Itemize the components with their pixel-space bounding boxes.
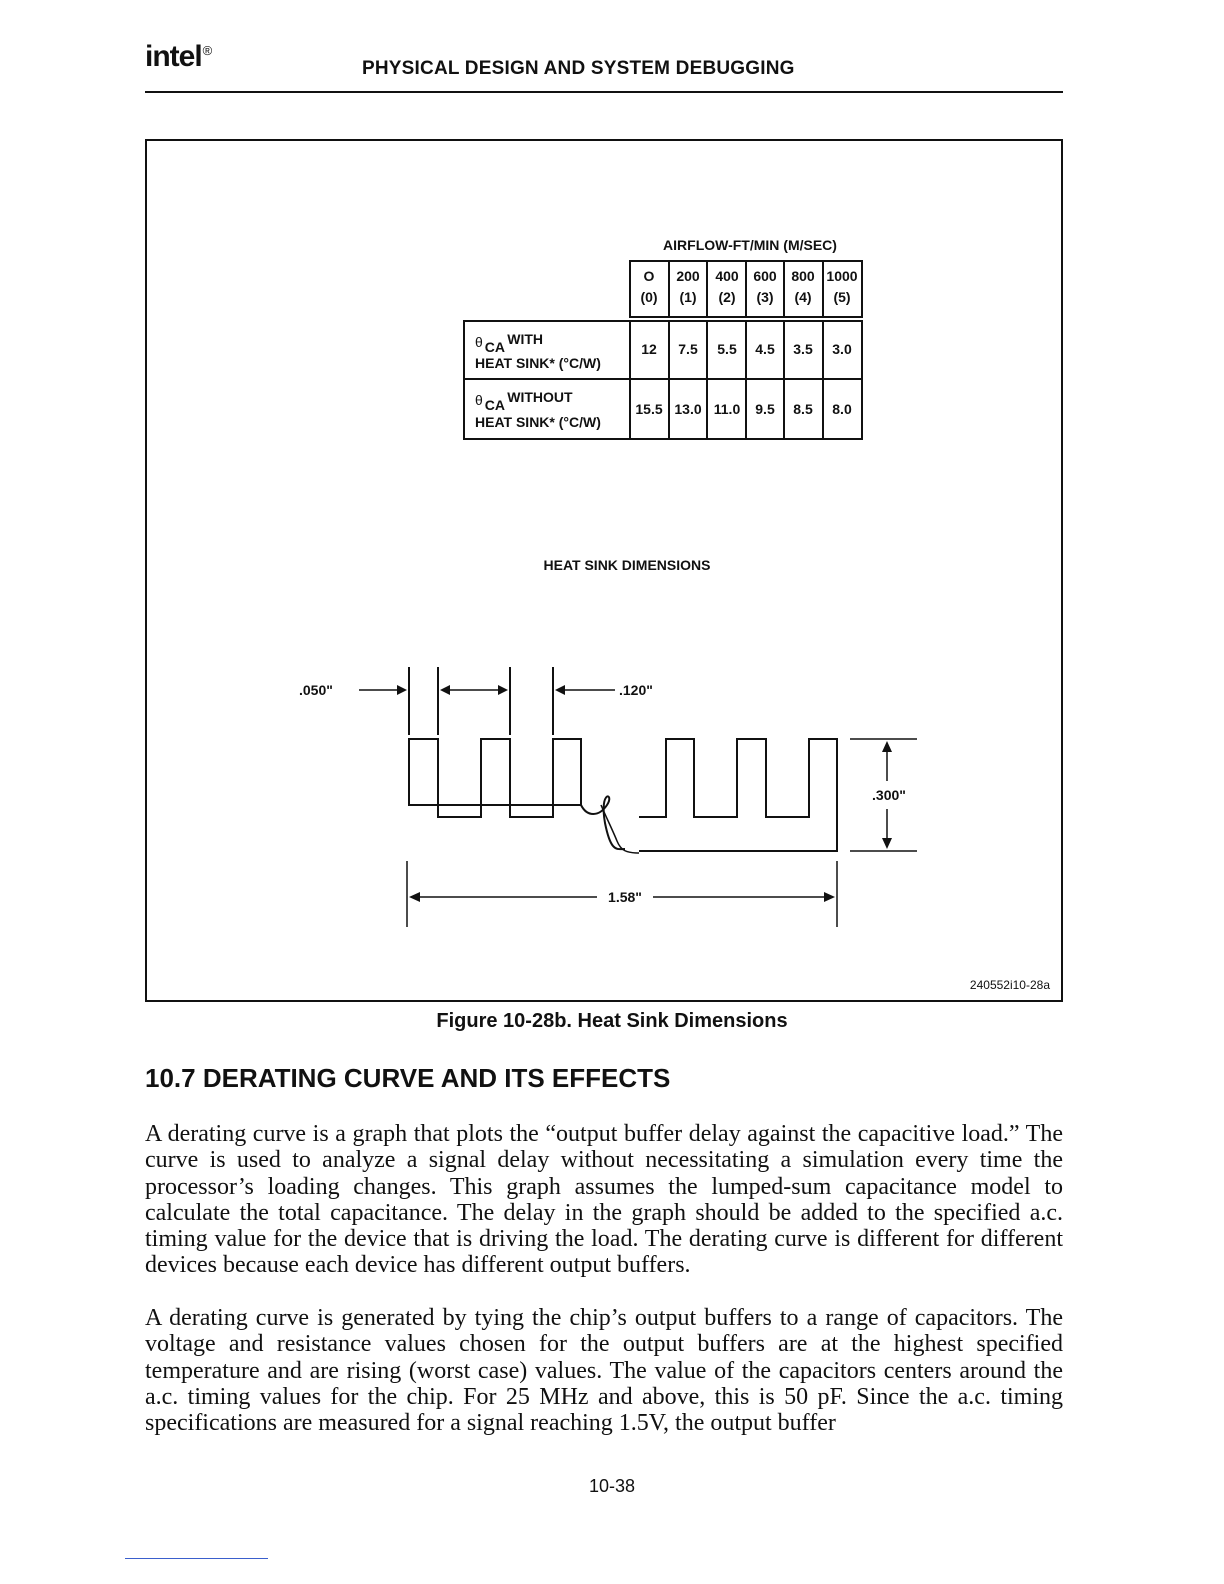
arrowhead-down-icon bbox=[882, 838, 892, 849]
body-paragraph: A derating curve is a graph that plots the “output buffer delay against the capacitive load.” The curve is used to analyze a signal delay without necessitating a simulation every time the processor’s loading changes. This graph assumes the lumped-sum capacitance model to calculate the total capacitance. The delay in the graph should be added to the specified a.c. timing value for the device that is driving the load. The derating curve is different for different devices because each device has different output buffers. bbox=[145, 1121, 1063, 1279]
section-title: 10.7 DERATING CURVE AND ITS EFFECTS bbox=[145, 1063, 671, 1093]
table-cell: 13.0 bbox=[674, 401, 702, 417]
table-cell: 11.0 bbox=[713, 401, 741, 417]
heat-sink-drawing bbox=[359, 667, 917, 927]
table-cell: 3.5 bbox=[793, 341, 813, 357]
col-msec: (0) bbox=[640, 289, 658, 305]
break-mark bbox=[581, 796, 625, 849]
row-label-without: θ CA WITHOUT bbox=[475, 389, 573, 413]
page-number: 10-38 bbox=[588, 1476, 636, 1496]
table-cell: 12 bbox=[641, 341, 657, 357]
dimension-arrowheads bbox=[397, 685, 892, 902]
col-msec: (1) bbox=[679, 289, 697, 305]
col-ftmin: 800 bbox=[791, 268, 815, 284]
arrowhead-up-icon bbox=[882, 741, 892, 752]
table-row-labels bbox=[475, 331, 601, 430]
heat-sink-dimensions-title: HEAT SINK DIMENSIONS bbox=[543, 557, 711, 573]
table-cell: 8.5 bbox=[793, 401, 813, 417]
table-cell: 5.5 bbox=[717, 341, 737, 357]
col-msec: (3) bbox=[756, 289, 774, 305]
dim-fin-thickness: .050" bbox=[299, 682, 333, 698]
col-ftmin: 1000 bbox=[826, 268, 858, 284]
col-msec: (4) bbox=[794, 289, 812, 305]
col-msec: (2) bbox=[718, 289, 736, 305]
table-cell: 7.5 bbox=[678, 341, 698, 357]
figure-caption: Figure 10-28b. Heat Sink Dimensions bbox=[436, 1010, 788, 1032]
arrowhead-right-icon bbox=[824, 892, 835, 902]
dimension-labels bbox=[299, 682, 906, 905]
airflow-table-title: AIRFLOW-FT/MIN (M/SEC) bbox=[663, 237, 837, 253]
col-ftmin: 600 bbox=[753, 268, 777, 284]
dim-width: 1.58" bbox=[608, 889, 642, 905]
table-cell: 15.5 bbox=[635, 401, 663, 417]
arrowhead-left-icon bbox=[440, 685, 450, 695]
body-paragraph: A derating curve is generated by tying the chip’s output buffers to a range of capacitors. The voltage and resistance values chosen for the output buffers are at the highest specified temperature and are rising (worst case) values. The value of the capacitors centers around the a.c. timing values for the chip. For 25 MHz and above, this is 50 pF. Since the a.c. timing specifications are measured for a signal reaching 1.5V, the output buffer bbox=[145, 1305, 1063, 1437]
figure-diagram bbox=[147, 141, 1061, 1000]
row-label-without-unit: HEAT SINK* (°C/W) bbox=[475, 414, 601, 430]
arrowhead-left-icon bbox=[409, 892, 420, 902]
table-cell: 4.5 bbox=[755, 341, 775, 357]
arrowhead-right-icon bbox=[397, 685, 407, 695]
header-rule bbox=[145, 91, 1063, 93]
table-column-headers bbox=[640, 268, 857, 305]
heat-sink-profile-left bbox=[409, 739, 581, 817]
heat-sink-profile-right bbox=[639, 739, 837, 851]
footer-rule bbox=[125, 1558, 268, 1559]
col-msec: (5) bbox=[833, 289, 851, 305]
dim-height: .300" bbox=[872, 787, 906, 803]
arrowhead-right-icon bbox=[498, 685, 508, 695]
table-cell: 8.0 bbox=[832, 401, 852, 417]
row-label-with-unit: HEAT SINK* (°C/W) bbox=[475, 355, 601, 371]
col-ftmin: O bbox=[643, 268, 655, 284]
row-label-with: θ CA WITH bbox=[475, 331, 544, 355]
dim-fin-gap: .120" bbox=[619, 682, 653, 698]
table-cell: 3.0 bbox=[832, 341, 852, 357]
arrowhead-left-icon bbox=[555, 685, 565, 695]
intel-logo: intel® bbox=[145, 40, 212, 73]
figure-id: 240552i10-28a bbox=[969, 978, 1050, 992]
col-ftmin: 400 bbox=[715, 268, 739, 284]
table-cell: 9.5 bbox=[755, 401, 775, 417]
figure-box bbox=[145, 139, 1063, 1002]
running-head: PHYSICAL DESIGN AND SYSTEM DEBUGGING bbox=[362, 58, 795, 79]
col-ftmin: 200 bbox=[676, 268, 700, 284]
